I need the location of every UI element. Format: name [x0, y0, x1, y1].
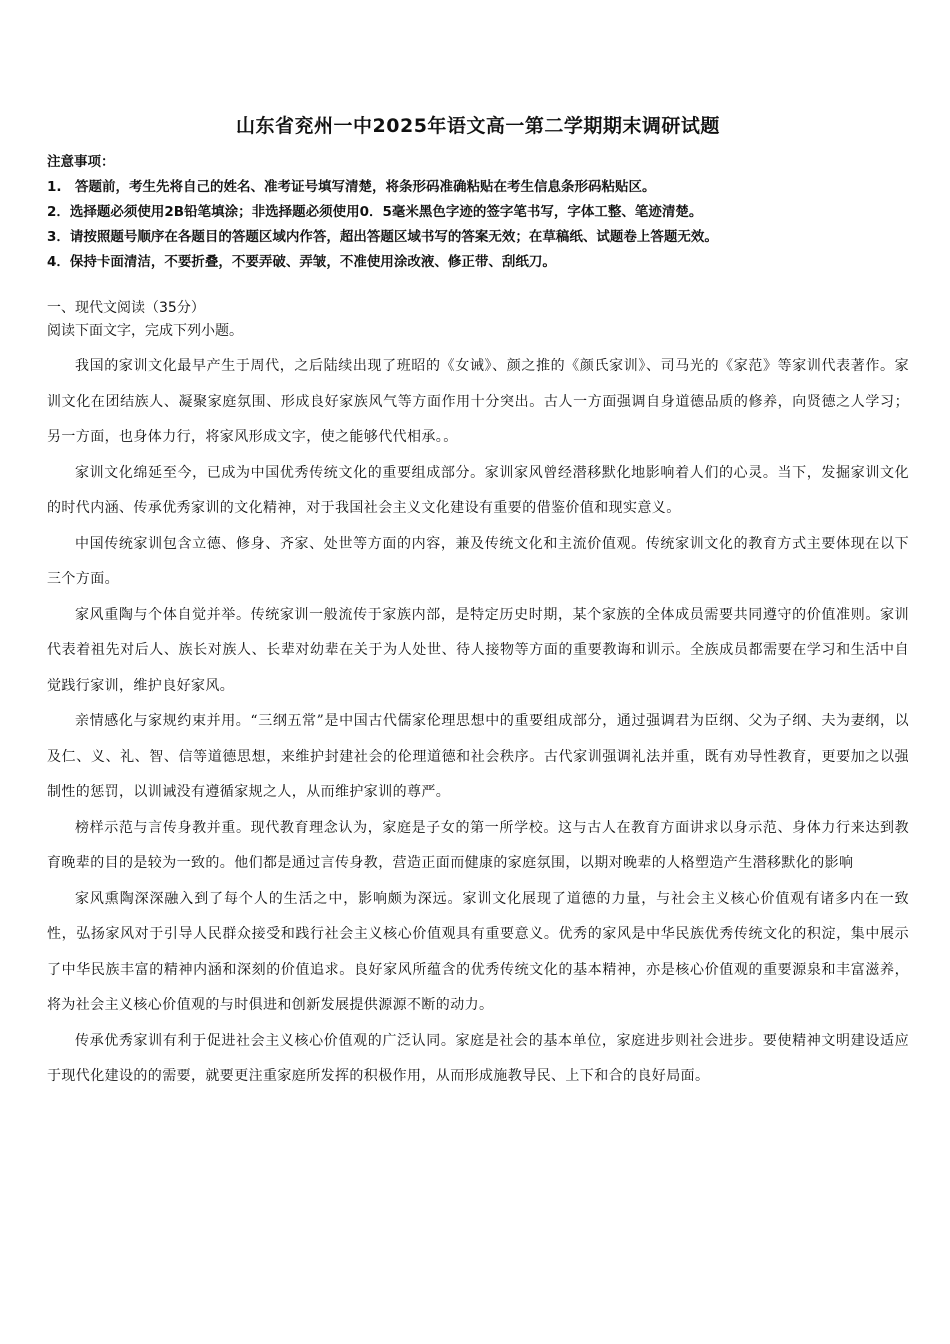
- passage-paragraph-6: 榜样示范与言传身教并重。现代教育理念认为，家庭是子女的第一所学校。这与古人在教育方面讲求以身示范、身体力行来达到教育晚辈的目的是较为一致的。他们都是通过言传身教，营造正面而健康的家庭氛围，以期对晚辈的人格塑造产生潜移默化的影响: [47, 819, 909, 871]
- passage-paragraph-2: 家训文化绵延至今，已成为中国优秀传统文化的重要组成部分。家训家风曾经潜移默化地影响着人们的心灵。当下，发掘家训文化的时代内涵、传承优秀家训的文化精神，对于我国社会主义文化建设有重要的借鉴价值和现实意义。: [47, 464, 909, 516]
- passage-paragraph-8: 传承优秀家训有利于促进社会主义核心价值观的广泛认同。家庭是社会的基本单位，家庭进步则社会进步。要使精神文明建设适应于现代化建设的的需要，就要更注重家庭所发挥的积极作用，从而形成施教导民、上下和合的良好局面。: [47, 1032, 909, 1084]
- section-heading: 一、现代文阅读（35分）: [47, 300, 205, 316]
- exam-page: [47, 112, 909, 1095]
- reading-passage: [47, 349, 909, 1095]
- exam-title: 山东省兖州一中2025年语文高一第二学期期末调研试题: [236, 115, 720, 137]
- notice-item-2: 2．选择题必须使用2B铅笔填涂；非选择题必须使用0．5毫米黑色字迹的签字笔书写，字体工整、笔迹清楚。: [47, 204, 703, 220]
- notice-heading: 注意事项：: [47, 154, 115, 170]
- notice-item-1: 1. 答题前，考生先将自己的姓名、准考证号填写清楚，将条形码准确粘贴在考生信息条形码粘贴区。: [47, 179, 656, 195]
- notice-block: [47, 150, 909, 275]
- notice-item-3: 3．请按照题号顺序在各题目的答题区域内作答，超出答题区域书写的答案无效；在草稿纸、试题卷上答题无效。: [47, 229, 718, 245]
- passage-paragraph-5: 亲情感化与家规约束并用。“三纲五常”是中国古代儒家伦理思想中的重要组成部分，通过强调君为臣纲、父为子纲、夫为妻纲，以及仁、义、礼、智、信等道德思想，来维护封建社会的伦理道德和社会秩序。古代家训强调礼法并重，既有劝导性教育，更要加之以强制性的惩罚，以训诫没有遵循家规之人，从而维护家训的尊严。: [47, 713, 909, 800]
- notice-item-4: 4．保持卡面清洁，不要折叠，不要弄破、弄皱，不准使用涂改液、修正带、刮纸刀。: [47, 254, 556, 270]
- section-instruction: 阅读下面文字，完成下列小题。: [47, 323, 243, 339]
- passage-paragraph-7: 家风熏陶深深融入到了每个人的生活之中，影响颇为深远。家训文化展现了道德的力量，与社会主义核心价值观有诸多内在一致性，弘扬家风对于引导人民群众接受和践行社会主义核心价值观具有重要意义。优秀的家风是中华民族优秀传统文化的积淀，集中展示了中华民族丰富的精神内涵和深刻的价值追求。良好家风所蕴含的优秀传统文化的基本精神，亦是核心价值观的重要源泉和丰富滋养，将为社会主义核心价值观的与时俱进和创新发展提供源源不断的动力。: [47, 890, 909, 1013]
- passage-paragraph-4: 家风重陶与个体自觉并举。传统家训一般流传于家族内部，是特定历史时期，某个家族的全体成员需要共同遵守的价值准则。家训代表着祖先对后人、族长对族人、长辈对幼辈在关于为人处世、待人接物等方面的重要教诲和训示。全族成员都需要在学习和生活中自觉践行家训，维护良好家风。: [47, 606, 909, 694]
- passage-paragraph-1: 我国的家训文化最早产生于周代，之后陆续出现了班昭的《女诫》、颜之推的《颜氏家训》、司马光的《家范》等家训代表著作。家训文化在团结族人、凝聚家庭氛围、形成良好家族风气等方面作用十分突出。古人一方面强调自身道德品质的修养，向贤德之人学习；另一方面，也身体力行，将家风形成文字，使之能够代代相承。。: [47, 358, 909, 445]
- passage-paragraph-3: 中国传统家训包含立德、修身、齐家、处世等方面的内容，兼及传统文化和主流价值观。传统家训文化的教育方式主要体现在以下三个方面。: [47, 535, 909, 587]
